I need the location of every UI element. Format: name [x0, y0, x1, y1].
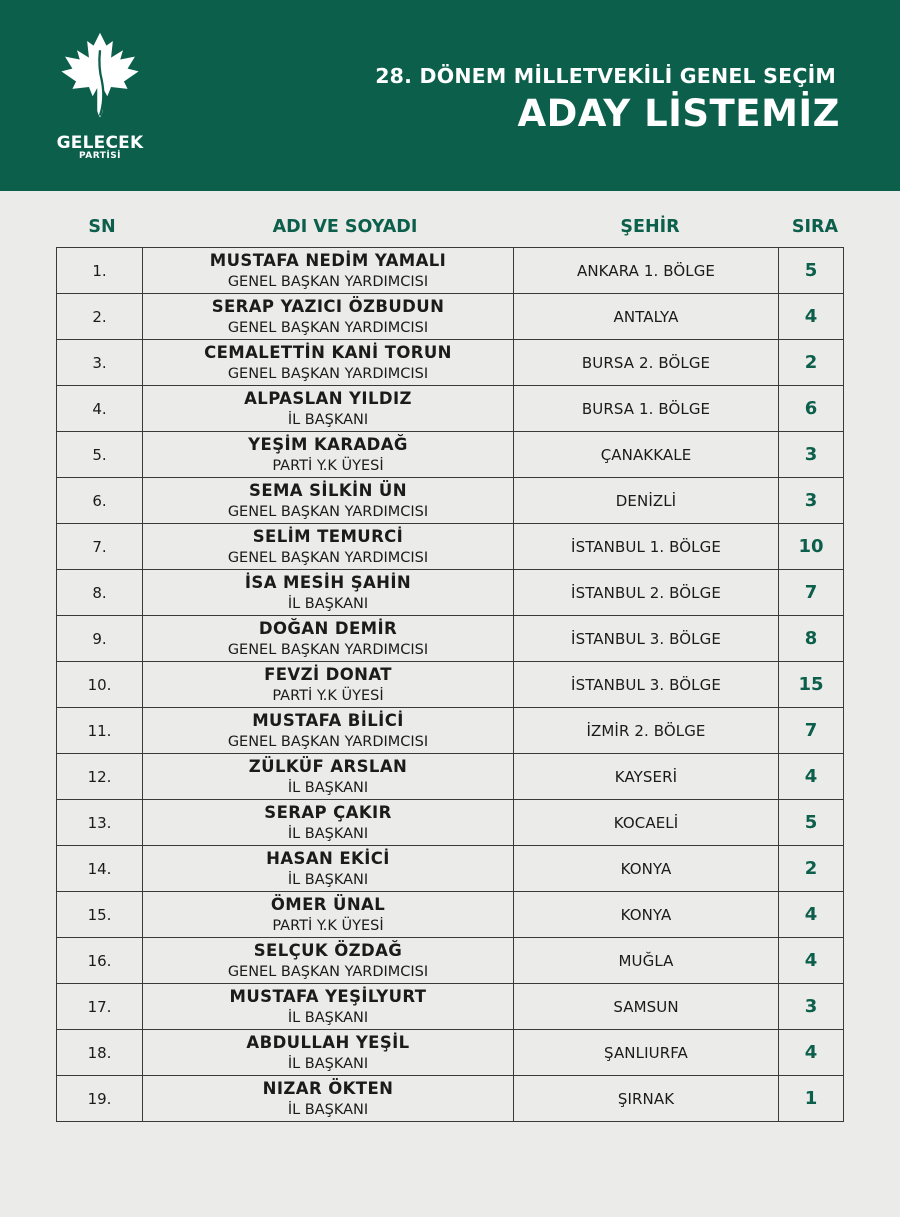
candidate-city: KONYA: [514, 892, 779, 938]
table-row: [57, 662, 844, 708]
header-banner: [0, 0, 900, 191]
candidate-city: KOCAELİ: [514, 800, 779, 846]
candidate-role: GENEL BAŞKAN YARDIMCISI: [227, 733, 429, 750]
row-number: 1.: [57, 248, 143, 294]
row-number: 10.: [57, 662, 143, 708]
table-row: [57, 846, 844, 892]
logo-text: GELECEK: [56, 133, 144, 153]
candidate-rank: 4: [779, 938, 844, 984]
candidate-role: İL BAŞKANI: [287, 1009, 369, 1026]
candidate-rank: 4: [779, 294, 844, 340]
table-row: [57, 1030, 844, 1076]
candidate-name: HASAN EKİCİ: [266, 848, 390, 868]
row-number: 9.: [57, 616, 143, 662]
row-number: 2.: [57, 294, 143, 340]
candidate-rank: 5: [779, 800, 844, 846]
candidate-city: ANKARA 1. BÖLGE: [514, 248, 779, 294]
candidate-city: DENİZLİ: [514, 478, 779, 524]
candidate-city: ÇANAKKALE: [514, 432, 779, 478]
candidate-role: PARTİ Y.K ÜYESİ: [272, 687, 384, 704]
candidate-city: SAMSUN: [514, 984, 779, 1030]
row-number: 19.: [57, 1076, 143, 1122]
candidate-cell: [143, 800, 514, 846]
candidate-role: PARTİ Y.K ÜYESİ: [272, 917, 384, 934]
candidate-rank: 6: [779, 386, 844, 432]
candidate-role: PARTİ Y.K ÜYESİ: [272, 457, 384, 474]
candidate-rank: 7: [779, 570, 844, 616]
candidate-cell: [143, 248, 514, 294]
table-row: [57, 478, 844, 524]
candidate-role: İL BAŞKANI: [287, 871, 369, 888]
row-number: 11.: [57, 708, 143, 754]
candidate-table: [56, 247, 844, 1122]
table-row: [57, 1076, 844, 1122]
row-number: 7.: [57, 524, 143, 570]
candidate-role: İL BAŞKANI: [287, 779, 369, 796]
candidate-role: GENEL BAŞKAN YARDIMCISI: [227, 503, 429, 520]
candidate-name: YEŞİM KARADAĞ: [248, 434, 408, 454]
candidate-cell: [143, 294, 514, 340]
candidate-rank: 2: [779, 846, 844, 892]
candidate-name: MUSTAFA NEDİM YAMALI: [209, 250, 447, 270]
candidate-role: İL BAŞKANI: [287, 595, 369, 612]
candidate-cell: [143, 938, 514, 984]
table-row: [57, 754, 844, 800]
table-row: [57, 616, 844, 662]
candidate-cell: [143, 340, 514, 386]
candidate-rank: 4: [779, 754, 844, 800]
candidate-rank: 3: [779, 432, 844, 478]
candidate-rank: 3: [779, 984, 844, 1030]
maple-leaf-icon: [54, 30, 146, 122]
candidate-cell: [143, 478, 514, 524]
row-number: 15.: [57, 892, 143, 938]
table-row: [57, 248, 844, 294]
candidate-role: İL BAŞKANI: [287, 825, 369, 842]
candidate-cell: [143, 846, 514, 892]
row-number: 18.: [57, 1030, 143, 1076]
table-row: [57, 340, 844, 386]
candidate-rank: 1: [779, 1076, 844, 1122]
candidate-cell: [143, 708, 514, 754]
row-number: 13.: [57, 800, 143, 846]
table-row: [57, 800, 844, 846]
table-row: [57, 984, 844, 1030]
row-number: 3.: [57, 340, 143, 386]
candidate-role: GENEL BAŞKAN YARDIMCISI: [227, 963, 429, 980]
row-number: 16.: [57, 938, 143, 984]
candidate-name: SERAP ÇAKIR: [264, 802, 392, 822]
table-row: [57, 570, 844, 616]
candidate-role: GENEL BAŞKAN YARDIMCISI: [227, 273, 429, 290]
candidate-role: GENEL BAŞKAN YARDIMCISI: [227, 319, 429, 336]
candidate-rank: 4: [779, 892, 844, 938]
candidate-cell: [143, 984, 514, 1030]
candidate-cell: [143, 1076, 514, 1122]
candidate-role: İL BAŞKANI: [287, 1055, 369, 1072]
column-header-city: ŞEHİR: [620, 217, 680, 237]
row-number: 8.: [57, 570, 143, 616]
candidate-rank: 8: [779, 616, 844, 662]
candidate-cell: [143, 1030, 514, 1076]
candidate-city: KAYSERİ: [514, 754, 779, 800]
candidate-rank: 2: [779, 340, 844, 386]
candidate-name: ABDULLAH YEŞİL: [246, 1032, 410, 1052]
candidate-city: BURSA 2. BÖLGE: [514, 340, 779, 386]
candidate-city: İSTANBUL 2. BÖLGE: [514, 570, 779, 616]
candidate-role: GENEL BAŞKAN YARDIMCISI: [227, 549, 429, 566]
candidate-name: İSA MESİH ŞAHİN: [244, 572, 412, 592]
row-number: 14.: [57, 846, 143, 892]
candidate-city: BURSA 1. BÖLGE: [514, 386, 779, 432]
table-row: [57, 294, 844, 340]
candidate-city: KONYA: [514, 846, 779, 892]
candidate-city: İSTANBUL 3. BÖLGE: [514, 662, 779, 708]
candidate-role: GENEL BAŞKAN YARDIMCISI: [227, 641, 429, 658]
table-row: [57, 432, 844, 478]
candidate-city: ŞANLIURFA: [514, 1030, 779, 1076]
candidate-cell: [143, 616, 514, 662]
candidate-cell: [143, 892, 514, 938]
candidate-name: DOĞAN DEMİR: [258, 618, 398, 638]
candidate-role: İL BAŞKANI: [287, 411, 369, 428]
candidate-cell: [143, 754, 514, 800]
candidate-rank: 7: [779, 708, 844, 754]
candidate-cell: [143, 570, 514, 616]
candidate-name: NIZAR ÖKTEN: [262, 1078, 394, 1098]
row-number: 4.: [57, 386, 143, 432]
candidate-city: İSTANBUL 3. BÖLGE: [514, 616, 779, 662]
column-header-sn: SN: [88, 217, 116, 237]
candidate-city: MUĞLA: [514, 938, 779, 984]
candidate-name: SEMA SİLKİN ÜN: [249, 480, 407, 500]
candidate-name: SELÇUK ÖZDAĞ: [253, 940, 403, 960]
table-row: [57, 938, 844, 984]
column-header-name: ADI VE SOYADI: [272, 217, 418, 237]
table-row: [57, 524, 844, 570]
candidate-name: ZÜLKÜF ARSLAN: [248, 756, 408, 776]
candidate-cell: [143, 662, 514, 708]
logo-subtext: PARTİSİ: [78, 151, 122, 161]
row-number: 17.: [57, 984, 143, 1030]
candidate-rank: 4: [779, 1030, 844, 1076]
candidate-table-body: [57, 248, 844, 1122]
row-number: 5.: [57, 432, 143, 478]
candidate-name: MUSTAFA YEŞİLYURT: [229, 986, 427, 1006]
candidate-name: SELİM TEMURCİ: [252, 526, 404, 546]
candidate-city: İSTANBUL 1. BÖLGE: [514, 524, 779, 570]
table-row: [57, 892, 844, 938]
candidate-role: GENEL BAŞKAN YARDIMCISI: [227, 365, 429, 382]
candidate-cell: [143, 386, 514, 432]
candidate-name: ÖMER ÜNAL: [270, 894, 386, 914]
candidate-city: ŞIRNAK: [514, 1076, 779, 1122]
candidate-name: SERAP YAZICI ÖZBUDUN: [211, 296, 445, 316]
table-row: [57, 386, 844, 432]
candidate-rank: 15: [779, 662, 844, 708]
party-logo: [50, 30, 150, 170]
candidate-cell: [143, 524, 514, 570]
candidate-city: ANTALYA: [514, 294, 779, 340]
candidate-name: FEVZİ DONAT: [264, 664, 392, 684]
candidate-rank: 10: [779, 524, 844, 570]
candidate-cell: [143, 432, 514, 478]
header-subtitle: 28. DÖNEM MİLLETVEKİLİ GENEL SEÇİM: [375, 64, 836, 88]
candidate-city: İZMİR 2. BÖLGE: [514, 708, 779, 754]
candidate-role: İL BAŞKANI: [287, 1101, 369, 1118]
candidate-name: MUSTAFA BİLİCİ: [252, 710, 404, 730]
table-row: [57, 708, 844, 754]
candidate-rank: 5: [779, 248, 844, 294]
candidate-rank: 3: [779, 478, 844, 524]
candidate-name: ALPASLAN YILDIZ: [244, 388, 412, 408]
column-header-rank: SIRA: [791, 217, 839, 237]
row-number: 12.: [57, 754, 143, 800]
row-number: 6.: [57, 478, 143, 524]
page-title: ADAY LİSTEMİZ: [517, 92, 840, 135]
candidate-name: CEMALETTİN KANİ TORUN: [204, 342, 452, 362]
